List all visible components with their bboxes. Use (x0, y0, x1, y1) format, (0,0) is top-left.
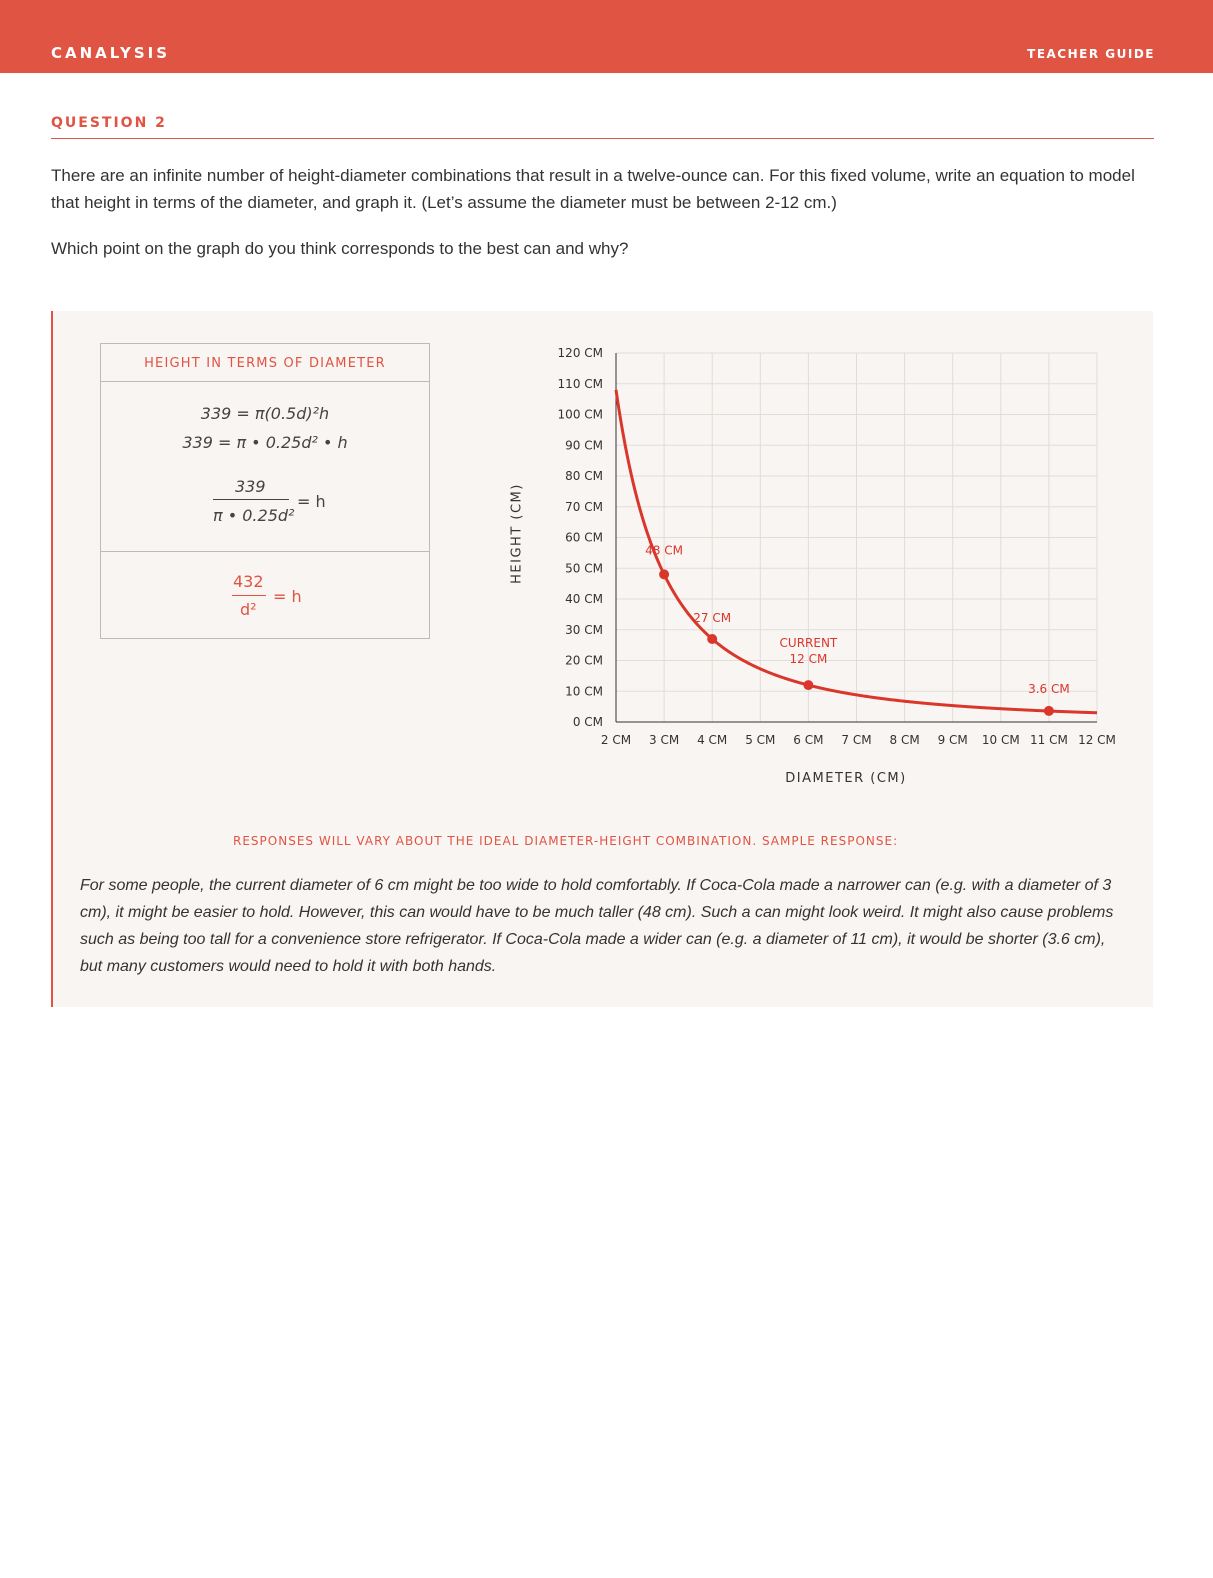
x-tick-label: 5 CM (745, 733, 776, 747)
y-tick-label: 50 CM (565, 561, 603, 576)
y-tick-label: 20 CM (565, 653, 603, 668)
x-tick-label: 9 CM (937, 733, 968, 747)
brand-title: CANALYSIS (51, 44, 171, 62)
x-tick-label: 7 CM (841, 733, 872, 747)
y-tick-label: 10 CM (565, 684, 603, 699)
y-tick-label: 70 CM (565, 499, 603, 514)
x-tick-label: 8 CM (889, 733, 920, 747)
data-point (659, 569, 669, 579)
teacher-guide-label: TEACHER GUIDE (1027, 47, 1155, 61)
question-text: There are an infinite number of height-diameter combinations that result in a twelve-ounce can. For this fixed volume, write an equation to model that height in terms of the diameter, and graph it. (Let’s assume the diameter must be between 2-12 cm.) (51, 166, 1135, 212)
y-tick-label: 90 CM (565, 438, 603, 453)
equation-line-2: 339 = π • 0.25d² • h (182, 433, 348, 452)
data-point (707, 634, 717, 644)
y-axis-label: HEIGHT (CM) (509, 483, 525, 584)
data-point (803, 680, 813, 690)
fraction-numerator: 339 (235, 477, 266, 496)
fraction-denominator: π • 0.25d² (213, 506, 295, 525)
x-tick-label: 4 CM (697, 733, 728, 747)
x-tick-label: 12 CM (1078, 733, 1116, 747)
fraction-rhs: = h (297, 492, 326, 511)
response-note: RESPONSES WILL VARY ABOUT THE IDEAL DIAMETER-HEIGHT COMBINATION. SAMPLE RESPONSE: (233, 834, 899, 848)
data-point-label: CURRENT 12 CM (779, 636, 838, 667)
y-tick-label: 80 CM (565, 469, 603, 483)
y-tick-label: 120 CM (557, 346, 603, 360)
x-tick-label: 3 CM (649, 733, 680, 747)
data-point-label: 27 CM (693, 610, 732, 625)
equation-box-title: HEIGHT IN TERMS OF DIAMETER (101, 344, 429, 382)
y-tick-label: 100 CM (557, 407, 603, 422)
equation-line-1: 339 = π(0.5d)²h (200, 404, 330, 423)
question-label: QUESTION 2 (51, 115, 167, 131)
y-tick-label: 30 CM (565, 622, 603, 637)
data-point-label: 48 CM (645, 543, 684, 558)
y-tick-label: 0 CM (572, 715, 603, 729)
result-numerator: 432 (233, 572, 264, 591)
x-tick-label: 6 CM (793, 733, 824, 747)
question-prompt: Which point on the graph do you think corresponds to the best can and why? (51, 239, 629, 258)
x-tick-label: 2 CM (600, 733, 632, 747)
data-point-label: 3.6 CM (1028, 681, 1070, 696)
result-denominator: d² (240, 600, 257, 619)
y-tick-label: 110 CM (557, 376, 603, 391)
sample-response: For some people, the current diameter of 6 cm might be too wide to hold comfortably. If Coca-Cola made a narrower can (e.g. with a diameter of 3 cm), it might be easier to hold. However, this can would have to be much taller (48 cm). Such a can might look weird. It might also cause problems such as being too tall for a convenience store refrigerator. If Coca-Cola made a wider can (e.g. a diameter of 11 cm), it would be shorter (3.6 cm), but many customers would need to hold it with both hands. (80, 877, 1114, 975)
y-tick-label: 40 CM (565, 592, 603, 606)
data-point (1044, 706, 1054, 716)
x-tick-label: 10 CM (981, 733, 1020, 747)
y-tick-label: 60 CM (565, 530, 603, 545)
x-tick-label: 11 CM (1029, 733, 1068, 747)
x-axis-label: DIAMETER (CM) (785, 771, 907, 786)
result-rhs: = h (273, 587, 302, 606)
